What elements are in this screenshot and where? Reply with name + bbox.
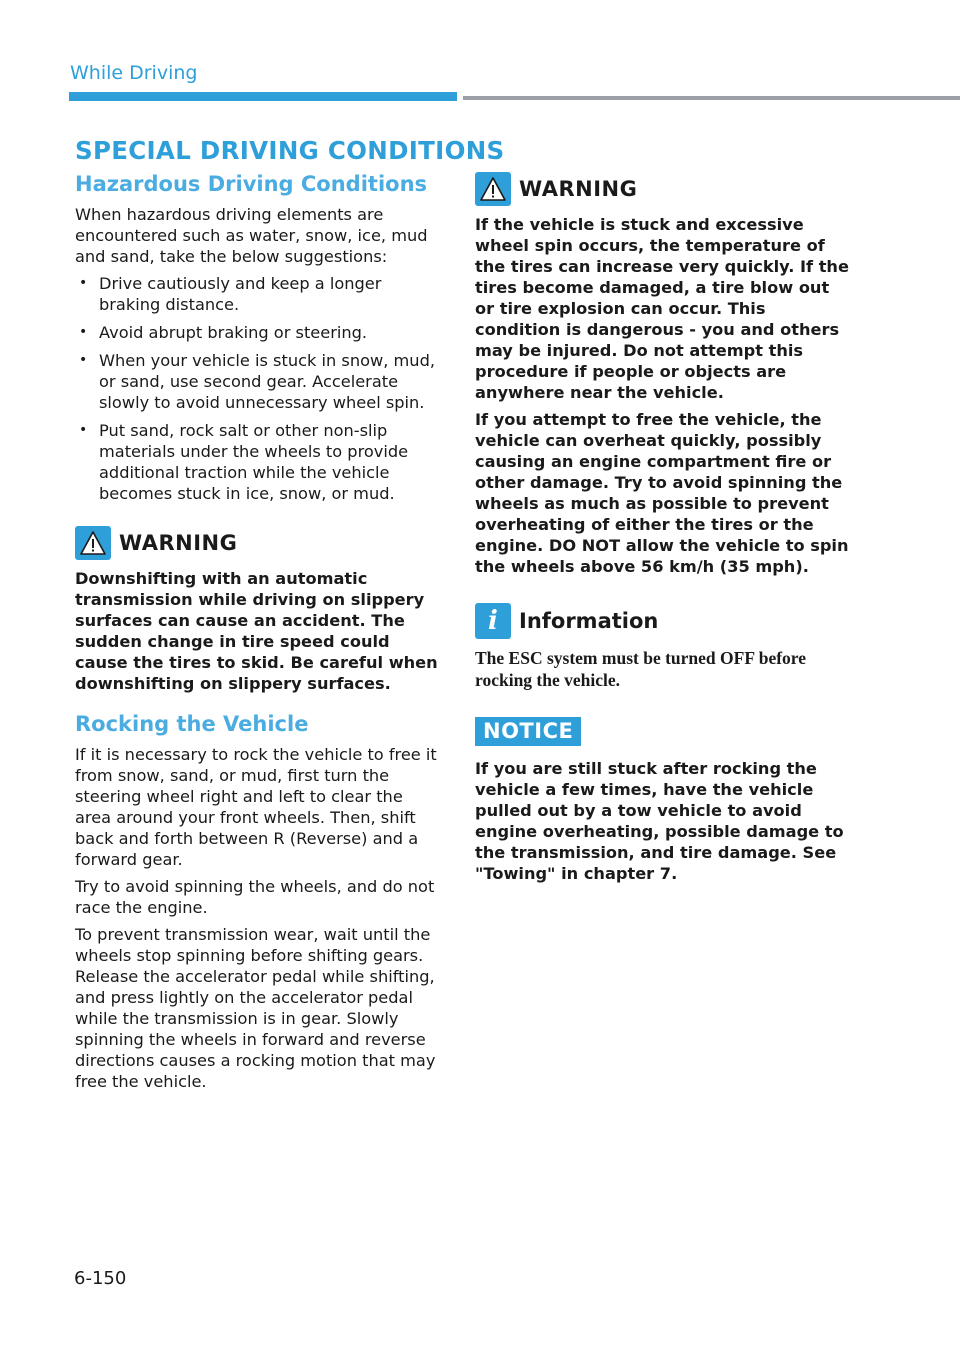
hazard-heading: Hazardous Driving Conditions <box>75 172 428 196</box>
warning-label: WARNING <box>119 531 238 555</box>
list-item: • Drive cautiously and keep a longer braking distance. <box>75 273 443 315</box>
rocking-paragraph: To prevent transmission wear, wait until the wheels stop spinning before shifting gears. Release the accelerator pedal while shifting, and press lightly on the accelerator pedal while the transmission is in gear. Slowly spinning the wheels in forward and reverse directions causes a rocking motion that may free the vehicle. <box>75 925 436 1091</box>
list-item: • Avoid abrupt braking or steering. <box>75 322 443 343</box>
hazard-intro: When hazardous driving elements are encountered such as water, snow, ice, mud and sand, take the below suggestions: <box>75 205 428 266</box>
notice-callout <box>475 717 850 884</box>
warning-label: WARNING <box>519 177 638 201</box>
notice-badge: NOTICE <box>475 717 581 746</box>
left-column <box>75 172 443 1098</box>
information-callout <box>475 603 850 691</box>
notice-text: If you are still stuck after rocking the vehicle a few times, have the vehicle pulled out by a tow vehicle to avoid engine overheating, possible damage to the transmission, and tire damage. See "Towing" in chapter 7. <box>475 759 844 883</box>
warning-callout-left <box>75 526 443 694</box>
information-icon: i <box>475 603 511 639</box>
warning-triangle-icon <box>75 526 111 560</box>
header-title: While Driving <box>70 62 198 84</box>
rocking-heading: Rocking the Vehicle <box>75 712 309 736</box>
right-column <box>475 172 850 890</box>
header-rule-accent <box>69 92 457 101</box>
warning-text: Downshifting with an automatic transmission while driving on slippery surfaces can cause an accident. The sudden change in tire speed could cause the tires to skid. Be careful when downshifting on slippery surfaces. <box>75 569 438 693</box>
header-rule-gray <box>463 96 960 100</box>
warning-text: If the vehicle is stuck and excessive wheel spin occurs, the temperature of the tires can increase very quickly. If the tires become damaged, a tire blow out or tire explosion can occur. This condition is dangerous - you and others may be injured. Do not attempt this procedure if people or objects are anywhere near the vehicle. <box>475 215 849 402</box>
section-title: SPECIAL DRIVING CONDITIONS <box>75 136 505 165</box>
warning-callout-right <box>475 172 850 577</box>
information-text: The ESC system must be turned OFF before rocking the vehicle. <box>475 648 807 690</box>
rocking-paragraph: If it is necessary to rock the vehicle to free it from snow, sand, or mud, first turn the steering wheel right and left to clear the area around your front wheels. Then, shift back and forth between R (Reverse) and a forward gear. <box>75 745 437 869</box>
page-number: 6-150 <box>74 1268 127 1289</box>
warning-triangle-icon <box>475 172 511 206</box>
information-label: Information <box>519 609 659 633</box>
list-item: • Put sand, rock salt or other non-slip materials under the wheels to provide additional traction while the vehicle becomes stuck in ice, snow, or mud. <box>75 420 443 504</box>
hazard-bullet-list <box>75 273 443 504</box>
warning-text: If you attempt to free the vehicle, the vehicle can overheat quickly, possibly causing an engine compartment fire or other damage. Try to avoid spinning the wheels as much as possible to prevent overheating of either the tires or the engine. DO NOT allow the vehicle to spin the wheels above 56 km/h (35 mph). <box>475 410 849 576</box>
list-item: • When your vehicle is stuck in snow, mud, or sand, use second gear. Accelerate slowly to avoid unnecessary wheel spin. <box>75 350 443 413</box>
rocking-paragraph: Try to avoid spinning the wheels, and do not race the engine. <box>75 877 435 917</box>
